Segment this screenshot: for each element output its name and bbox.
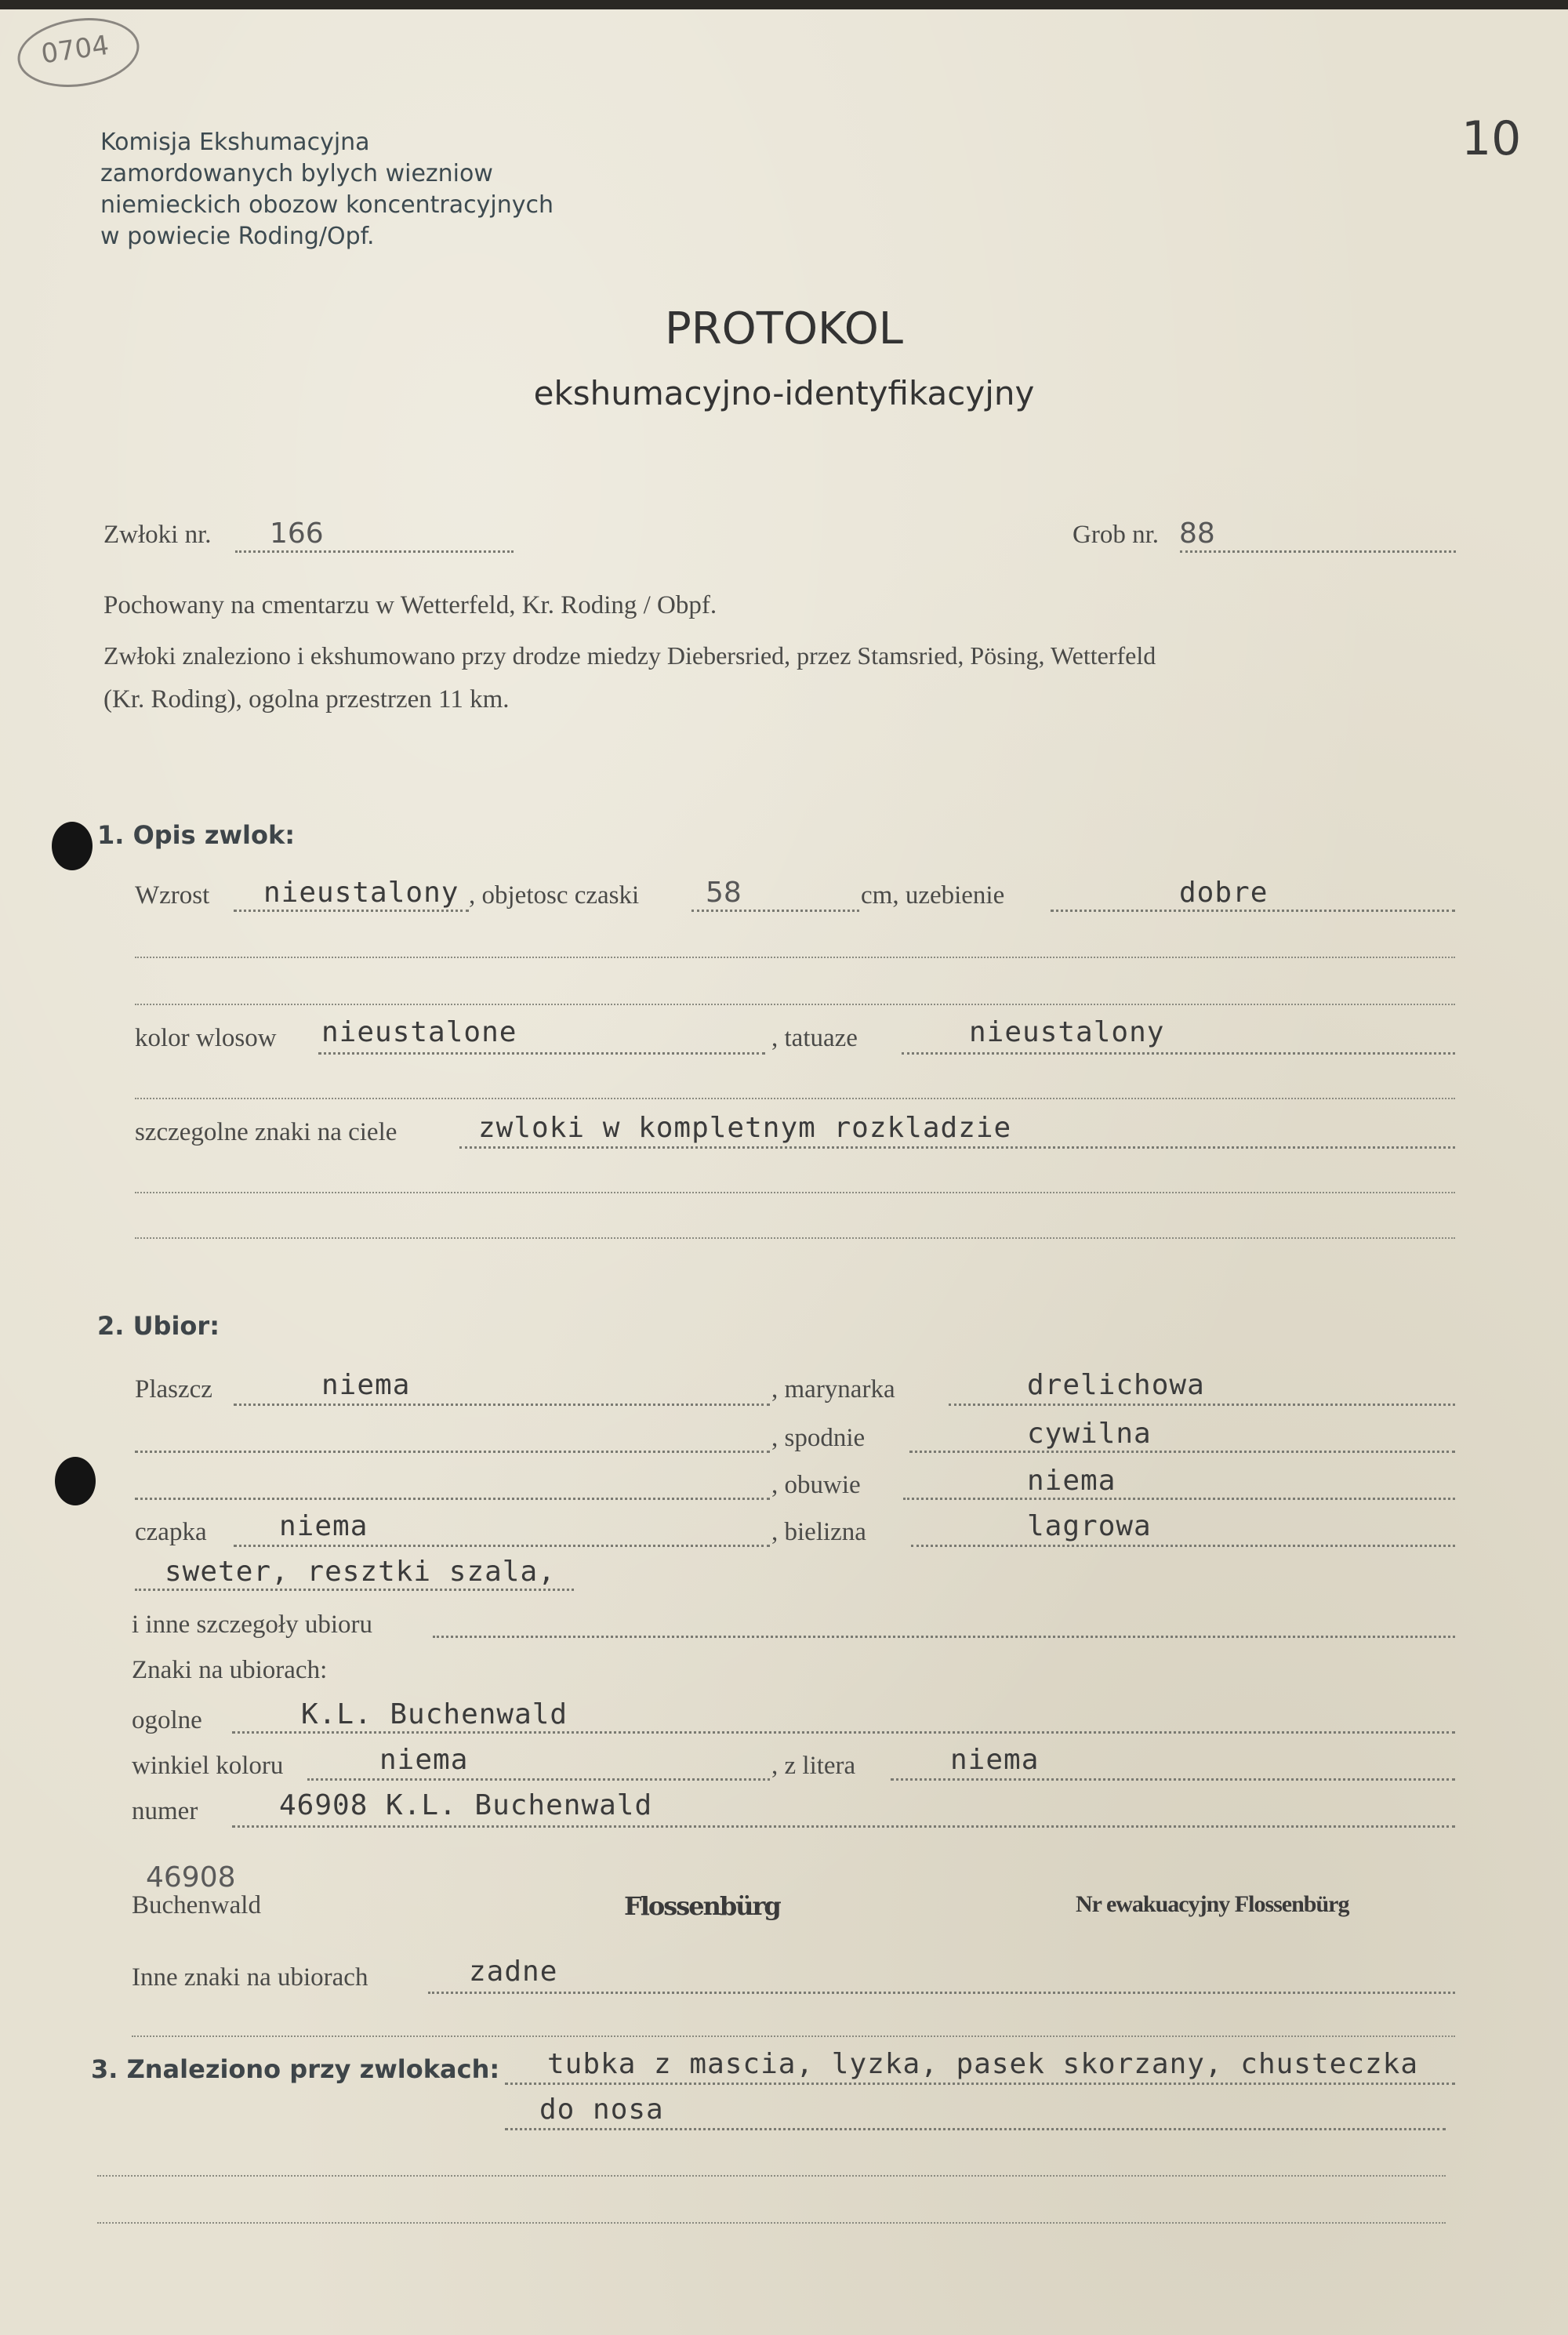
page-subtitle: ekshumacyjno-identyfikacyjny (533, 374, 1035, 412)
inne-znaki-label: Inne znaki na ubiorach (132, 1963, 368, 1992)
numer-label: numer (132, 1797, 198, 1825)
tatuaze-label: , tatuaze (771, 1024, 858, 1052)
extra-clothing-value: sweter, resztki szala, (165, 1556, 556, 1588)
czaszka-label: , objetosc czaski (469, 881, 640, 910)
zwloki-number: 166 (270, 517, 324, 550)
plaszcz-label: Plaszcz (135, 1375, 212, 1404)
document-page (0, 9, 1568, 2335)
punch-hole-top (52, 822, 93, 870)
ogolne-value: K.L. Buchenwald (301, 1698, 568, 1730)
section-1-heading: 1. Opis zwlok: (97, 820, 296, 850)
obuwie-value: niema (1027, 1465, 1116, 1497)
header-line-2: zamordowanych bylych wiezniow (100, 160, 493, 187)
wzrost-label: Wzrost (135, 881, 210, 910)
buchenwald-number: 46908 (146, 1861, 236, 1894)
page-title: PROTOKOL (665, 303, 903, 354)
found-items-line-1: tubka z mascia, lyzka, pasek skorzany, chusteczka (547, 2048, 1419, 2080)
evacuation-number-label: Nr ewakuacyjny Flossenbürg (1076, 1891, 1349, 1917)
grob-label: Grob nr. (1073, 521, 1159, 549)
czapka-value: niema (279, 1510, 368, 1542)
winkiel-value: niema (379, 1744, 469, 1776)
flossenburg-label: Flossenbürg (624, 1891, 780, 1921)
zwloki-label: Zwłoki nr. (103, 521, 212, 549)
ogolne-label: ogolne (132, 1706, 202, 1734)
header-line-1: Komisja Ekshumacyjna (100, 129, 370, 156)
litera-value: niema (950, 1744, 1040, 1776)
page-number: 10 (1461, 111, 1522, 166)
spodnie-value: cywilna (1027, 1418, 1152, 1450)
buchenwald-label: Buchenwald (132, 1891, 261, 1919)
archive-stamp (13, 11, 143, 95)
header-line-3: niemieckich obozow koncentracyjnych (100, 191, 554, 219)
marynarka-value: drelichowa (1027, 1369, 1205, 1401)
znaki-ubiorach-label: Znaki na ubiorach: (132, 1656, 328, 1684)
exhumation-route: Zwłoki znaleziono i ekshumowano przy drodze miedzy Diebersried, przez Stamsried, Pösing, Wetterfeld (103, 641, 1156, 670)
found-items-line-2: do nosa (539, 2094, 664, 2126)
plaszcz-value: niema (321, 1369, 411, 1401)
bielizna-label: , bielizna (771, 1518, 866, 1546)
znaki-label: szczegolne znaki na ciele (135, 1118, 397, 1146)
commission-header (100, 127, 554, 252)
spodnie-label: , spodnie (771, 1424, 866, 1452)
inne-znaki-value: zadne (469, 1956, 558, 1988)
punch-hole-bottom (55, 1457, 96, 1505)
archive-stamp-number: 0704 (39, 29, 111, 71)
litera-label: , z litera (771, 1752, 856, 1780)
numer-value: 46908 K.L. Buchenwald (279, 1789, 653, 1821)
czapka-label: czapka (135, 1518, 207, 1546)
cm-label: cm, uzebienie (861, 881, 1005, 910)
grob-number: 88 (1179, 517, 1215, 550)
kolor-value: nieustalone (321, 1016, 517, 1048)
tatuaze-value: nieustalony (969, 1016, 1165, 1048)
znaki-value: zwloki w kompletnym rozkladzie (478, 1112, 1012, 1144)
czaszka-value: 58 (706, 877, 742, 909)
wzrost-value: nieustalony (263, 877, 459, 909)
uzebienie-value: dobre (1179, 877, 1269, 909)
inne-label: i inne szczegoły ubioru (132, 1611, 372, 1639)
header-line-4: w powiecie Roding/Opf. (100, 223, 375, 250)
section-3-heading: 3. Znaleziono przy zwlokach: (91, 2054, 500, 2084)
exhumation-distance: (Kr. Roding), ogolna przestrzen 11 km. (103, 685, 510, 714)
obuwie-label: , obuwie (771, 1471, 861, 1499)
burial-place: Pochowany na cmentarzu w Wetterfeld, Kr. Roding / Obpf. (103, 591, 717, 619)
marynarka-label: , marynarka (771, 1375, 895, 1404)
winkiel-label: winkiel koloru (132, 1752, 284, 1780)
bielizna-value: lagrowa (1027, 1510, 1152, 1542)
kolor-label: kolor wlosow (135, 1024, 277, 1052)
section-2-heading: 2. Ubior: (97, 1311, 220, 1341)
